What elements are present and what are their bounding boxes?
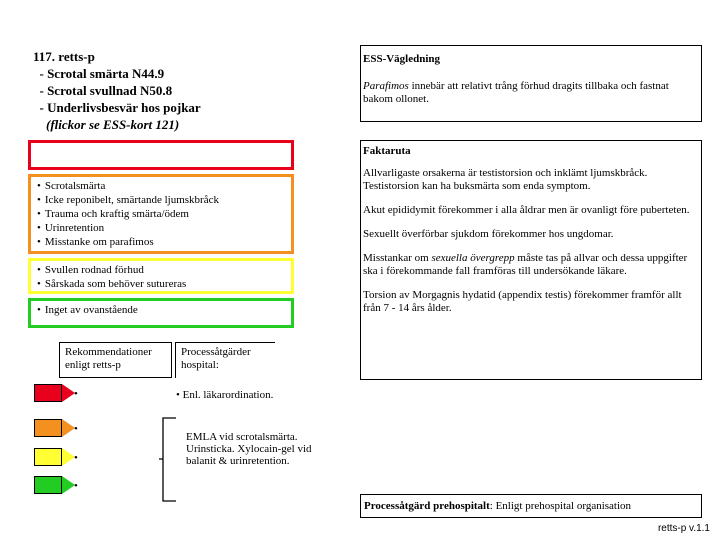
triage-red-box (28, 140, 294, 170)
red-arrow-icon (34, 384, 62, 402)
title-line: - Scrotal smärta N44.9 (33, 66, 165, 81)
ess-heading: ESS-Vägledning (363, 53, 441, 65)
title-line: (flickor se ESS-kort 121) (33, 117, 180, 132)
ess-term: Parafimos (363, 80, 409, 92)
triage-item: • Urinretention (37, 221, 291, 235)
triage-green-box (28, 298, 294, 328)
ess-text (363, 80, 699, 106)
triage-item: • Sårskada som behöver sutureras (37, 277, 291, 291)
facts-paragraph (363, 252, 699, 278)
group-bracket-icon (158, 417, 180, 503)
triage-item: • Svullen rodnad förhud (37, 263, 291, 277)
yellow-arrow-icon (34, 448, 62, 466)
ess-body: innebär att relativt trång förhud dragits tillbaka och fastnat bakom ollonet. (363, 80, 669, 105)
facts-term: sexuella övergrepp (431, 252, 515, 264)
bullet: • (74, 423, 78, 435)
facts-paragraph: Akut epididymit förekommer i alla åldrar men är ovanligt före puberteten. (363, 204, 690, 216)
triage-yellow-box (28, 258, 294, 294)
facts-heading: Faktaruta (363, 145, 411, 157)
version-label: retts-p v.1.1 (657, 523, 710, 534)
triage-item: • Misstanke om parafimos (37, 235, 291, 249)
recommendations-label: Rekommendationer enligt retts-p (59, 342, 172, 378)
green-arrow-icon (34, 476, 62, 494)
triage-item: • Trauma och kraftig smärta/ödem (37, 207, 291, 221)
facts-paragraph: Sexuellt överförbar sjukdom förekommer hos ungdomar. (363, 228, 614, 240)
bullet: • (74, 452, 78, 464)
title-line: - Underlivsbesvär hos pojkar (33, 100, 201, 115)
title-line: - Scrotal svullnad N50.8 (33, 83, 173, 98)
triage-orange-box (28, 174, 294, 254)
facts-text: måste tas på allvar och dessa uppgifter ska i förekommande fall framföras till undersökande läkare. (363, 252, 688, 277)
triage-item: • Scrotalsmärta (37, 179, 291, 193)
triage-item: • Icke reponibelt, smärtande ljumskbråck (37, 193, 291, 207)
title-line: 117. retts-p (33, 49, 95, 64)
prehospital-label: Processåtgärd prehospitalt (364, 500, 490, 512)
facts-paragraph: Torsion av Morgagnis hydatid (appendix testis) förekommer framför allt från 7 - 14 års ålder. (363, 289, 682, 314)
facts-paragraph: Allvarligaste orsakerna är testistorsion och inklämt ljumskbråck. Testistorsion kan ha buksmärta som enda symptom. (363, 167, 648, 192)
orange-arrow-icon (34, 419, 62, 437)
facts-text: Misstankar om (363, 252, 432, 264)
card-title (33, 48, 333, 133)
bullet: • (74, 388, 78, 400)
facts-box (360, 140, 702, 380)
process-actions-label: Processåtgärder hospital: (175, 342, 275, 378)
group-process-text: EMLA vid scrotalsmärta. Urinsticka. Xylocain-gel vid balanit & urinretention. (186, 431, 312, 467)
bullet: • (74, 480, 78, 492)
triage-item: • Inget av ovanstående (37, 303, 291, 317)
ess-guidance-box (360, 45, 702, 122)
red-process-text: • Enl. läkarordination. (176, 389, 274, 401)
prehospital-box (360, 494, 702, 518)
prehospital-text: : Enligt prehospital organisation (489, 500, 632, 512)
